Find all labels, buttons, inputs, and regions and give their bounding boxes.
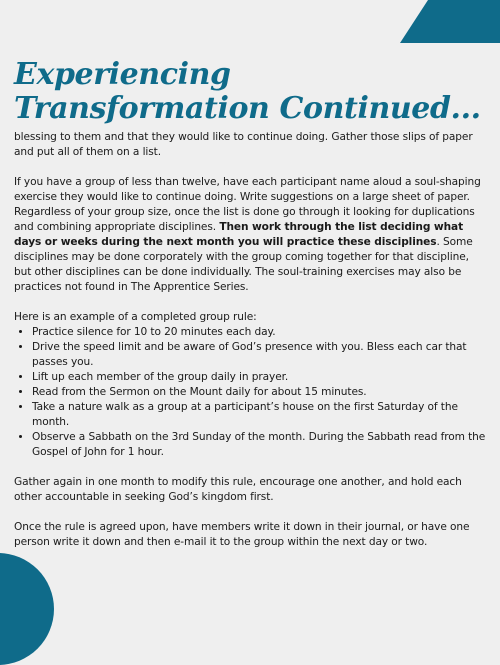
rule-item: • Observe a Sabbath on the 3rd Sunday of the month. During the Sabbath read from the Gospel of John for 1 hour. <box>32 430 488 460</box>
paragraph-5: Once the rule is agreed upon, have members write it down in their journal, or have one person write it down and then e-mail it to the group within the next day or two. <box>14 521 470 548</box>
rule-item: • Read from the Sermon on the Mount daily for about 15 minutes. <box>32 385 488 400</box>
rule-item: • Practice silence for 10 to 20 minutes each day. <box>32 325 488 340</box>
paragraph-1: blessing to them and that they would like to continue doing. Gather those slips of paper and put all of them on a list. <box>14 131 473 158</box>
paragraph-2: If you have a group of less than twelve, have each participant name aloud a soul-shaping exercise they would like to continue doing. Write suggestions on a large sheet of paper. <box>14 176 481 203</box>
bottom-left-decoration <box>0 553 54 665</box>
rule-list <box>14 325 488 460</box>
paragraph-3-bold: Then work through the list deciding what days or weeks during the next month you will practice these disciplines <box>14 221 464 248</box>
example-intro: Here is an example of a completed group rule: <box>14 311 257 323</box>
paragraph-3-start: Regardless of your group size, once the list is done go through it looking for duplications and combining appropriate disciplines. <box>14 206 475 233</box>
body-text <box>14 130 488 550</box>
page-title: Experiencing Transformation Continued... <box>14 57 481 126</box>
paragraph-3-end: . Some disciplines may be done corporately with the group coming together for that discipline, but other disciplines can be done individually. The soul-training exercises may also be practices not found in The Apprentice Series. <box>14 236 473 293</box>
paragraph-3 <box>14 205 488 295</box>
rule-item: • Take a nature walk as a group at a participant’s house on the first Saturday of the month. <box>32 400 488 430</box>
paragraph-4: Gather again in one month to modify this rule, encourage one another, and hold each other accountable in seeking God’s kingdom first. <box>14 476 462 503</box>
rule-item: • Drive the speed limit and be aware of God’s presence with you. Bless each car that passes you. <box>32 340 488 370</box>
rule-item: • Lift up each member of the group daily in prayer. <box>32 370 488 385</box>
top-right-decoration <box>400 0 500 43</box>
